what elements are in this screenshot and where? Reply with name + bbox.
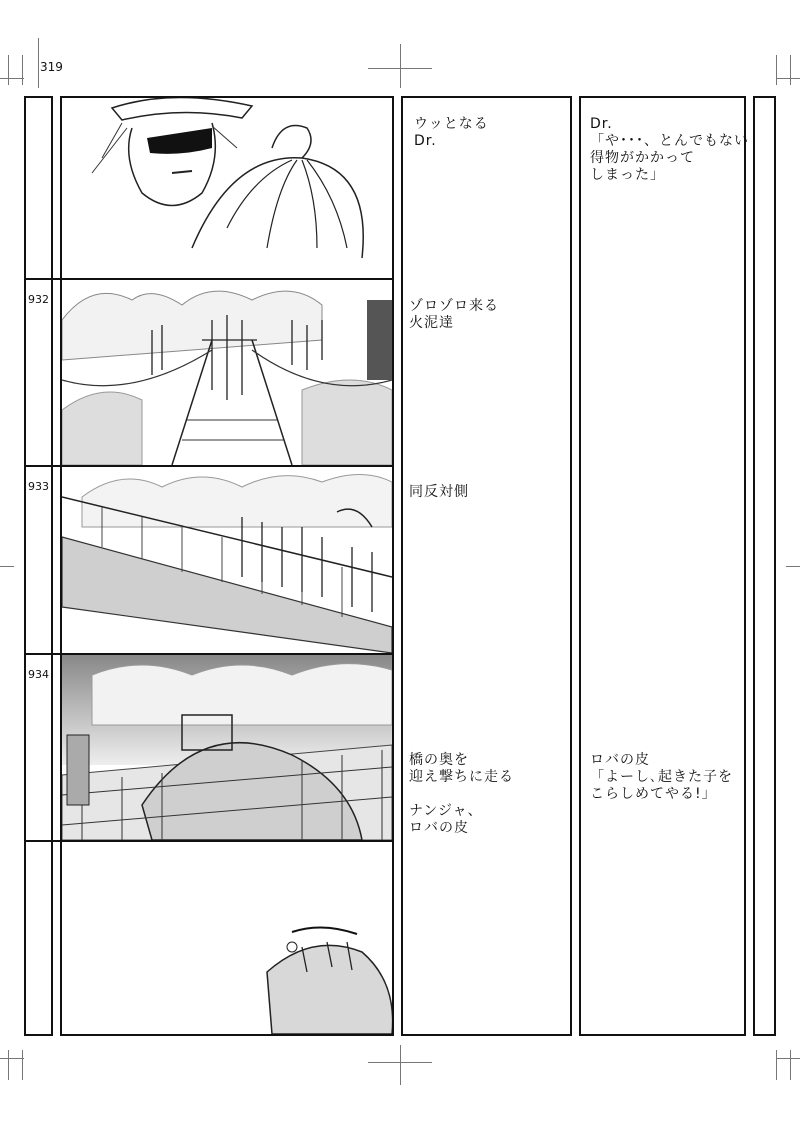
crop-mark <box>790 55 791 85</box>
action-text: 同反対側 <box>409 484 469 500</box>
cut-number: 933 <box>28 480 49 493</box>
dialogue-text: Dr. 「や･･･、とんでもない 得物がかかって しまった」 <box>590 116 749 183</box>
crop-mark <box>22 1050 23 1080</box>
crop-mark <box>22 55 23 85</box>
action-text: 橋の奥を 迎え撃ちに走る ナンジャ、 ロバの皮 <box>409 752 514 836</box>
cut-number: 932 <box>28 293 49 306</box>
crop-mark <box>0 78 24 79</box>
crop-mark <box>790 1050 791 1080</box>
panel-sketch-carriage <box>62 655 392 840</box>
time-column <box>753 96 776 1036</box>
side-mark <box>786 566 800 567</box>
crop-mark <box>776 78 800 79</box>
crop-mark <box>776 1058 800 1059</box>
crop-mark <box>8 55 9 85</box>
panel-sketch-bridge-side <box>62 467 392 653</box>
registration-mark <box>400 44 401 88</box>
dialogue-column <box>579 96 746 1036</box>
action-column <box>401 96 572 1036</box>
cut-number-column <box>24 96 53 1036</box>
cut-number: 934 <box>28 668 49 681</box>
action-text: ウッとなる Dr. <box>414 116 489 149</box>
registration-mark <box>400 1045 401 1085</box>
crop-mark <box>8 1050 9 1080</box>
crop-mark <box>38 38 39 88</box>
page-number: 319 <box>40 60 63 74</box>
panel-sketch-bridge-crowd <box>62 280 392 465</box>
crop-mark <box>0 1058 24 1059</box>
panel-sketch-carriage-closeup <box>62 842 392 1034</box>
action-text: ゾロゾロ来る 火泥達 <box>409 298 499 331</box>
side-mark <box>0 566 14 567</box>
panel-sketch-dr-closeup <box>62 98 392 278</box>
crop-mark <box>776 55 777 85</box>
dialogue-text: ロバの皮 「よーし､起きた子を こらしめてやる!」 <box>590 752 733 802</box>
crop-mark <box>776 1050 777 1080</box>
